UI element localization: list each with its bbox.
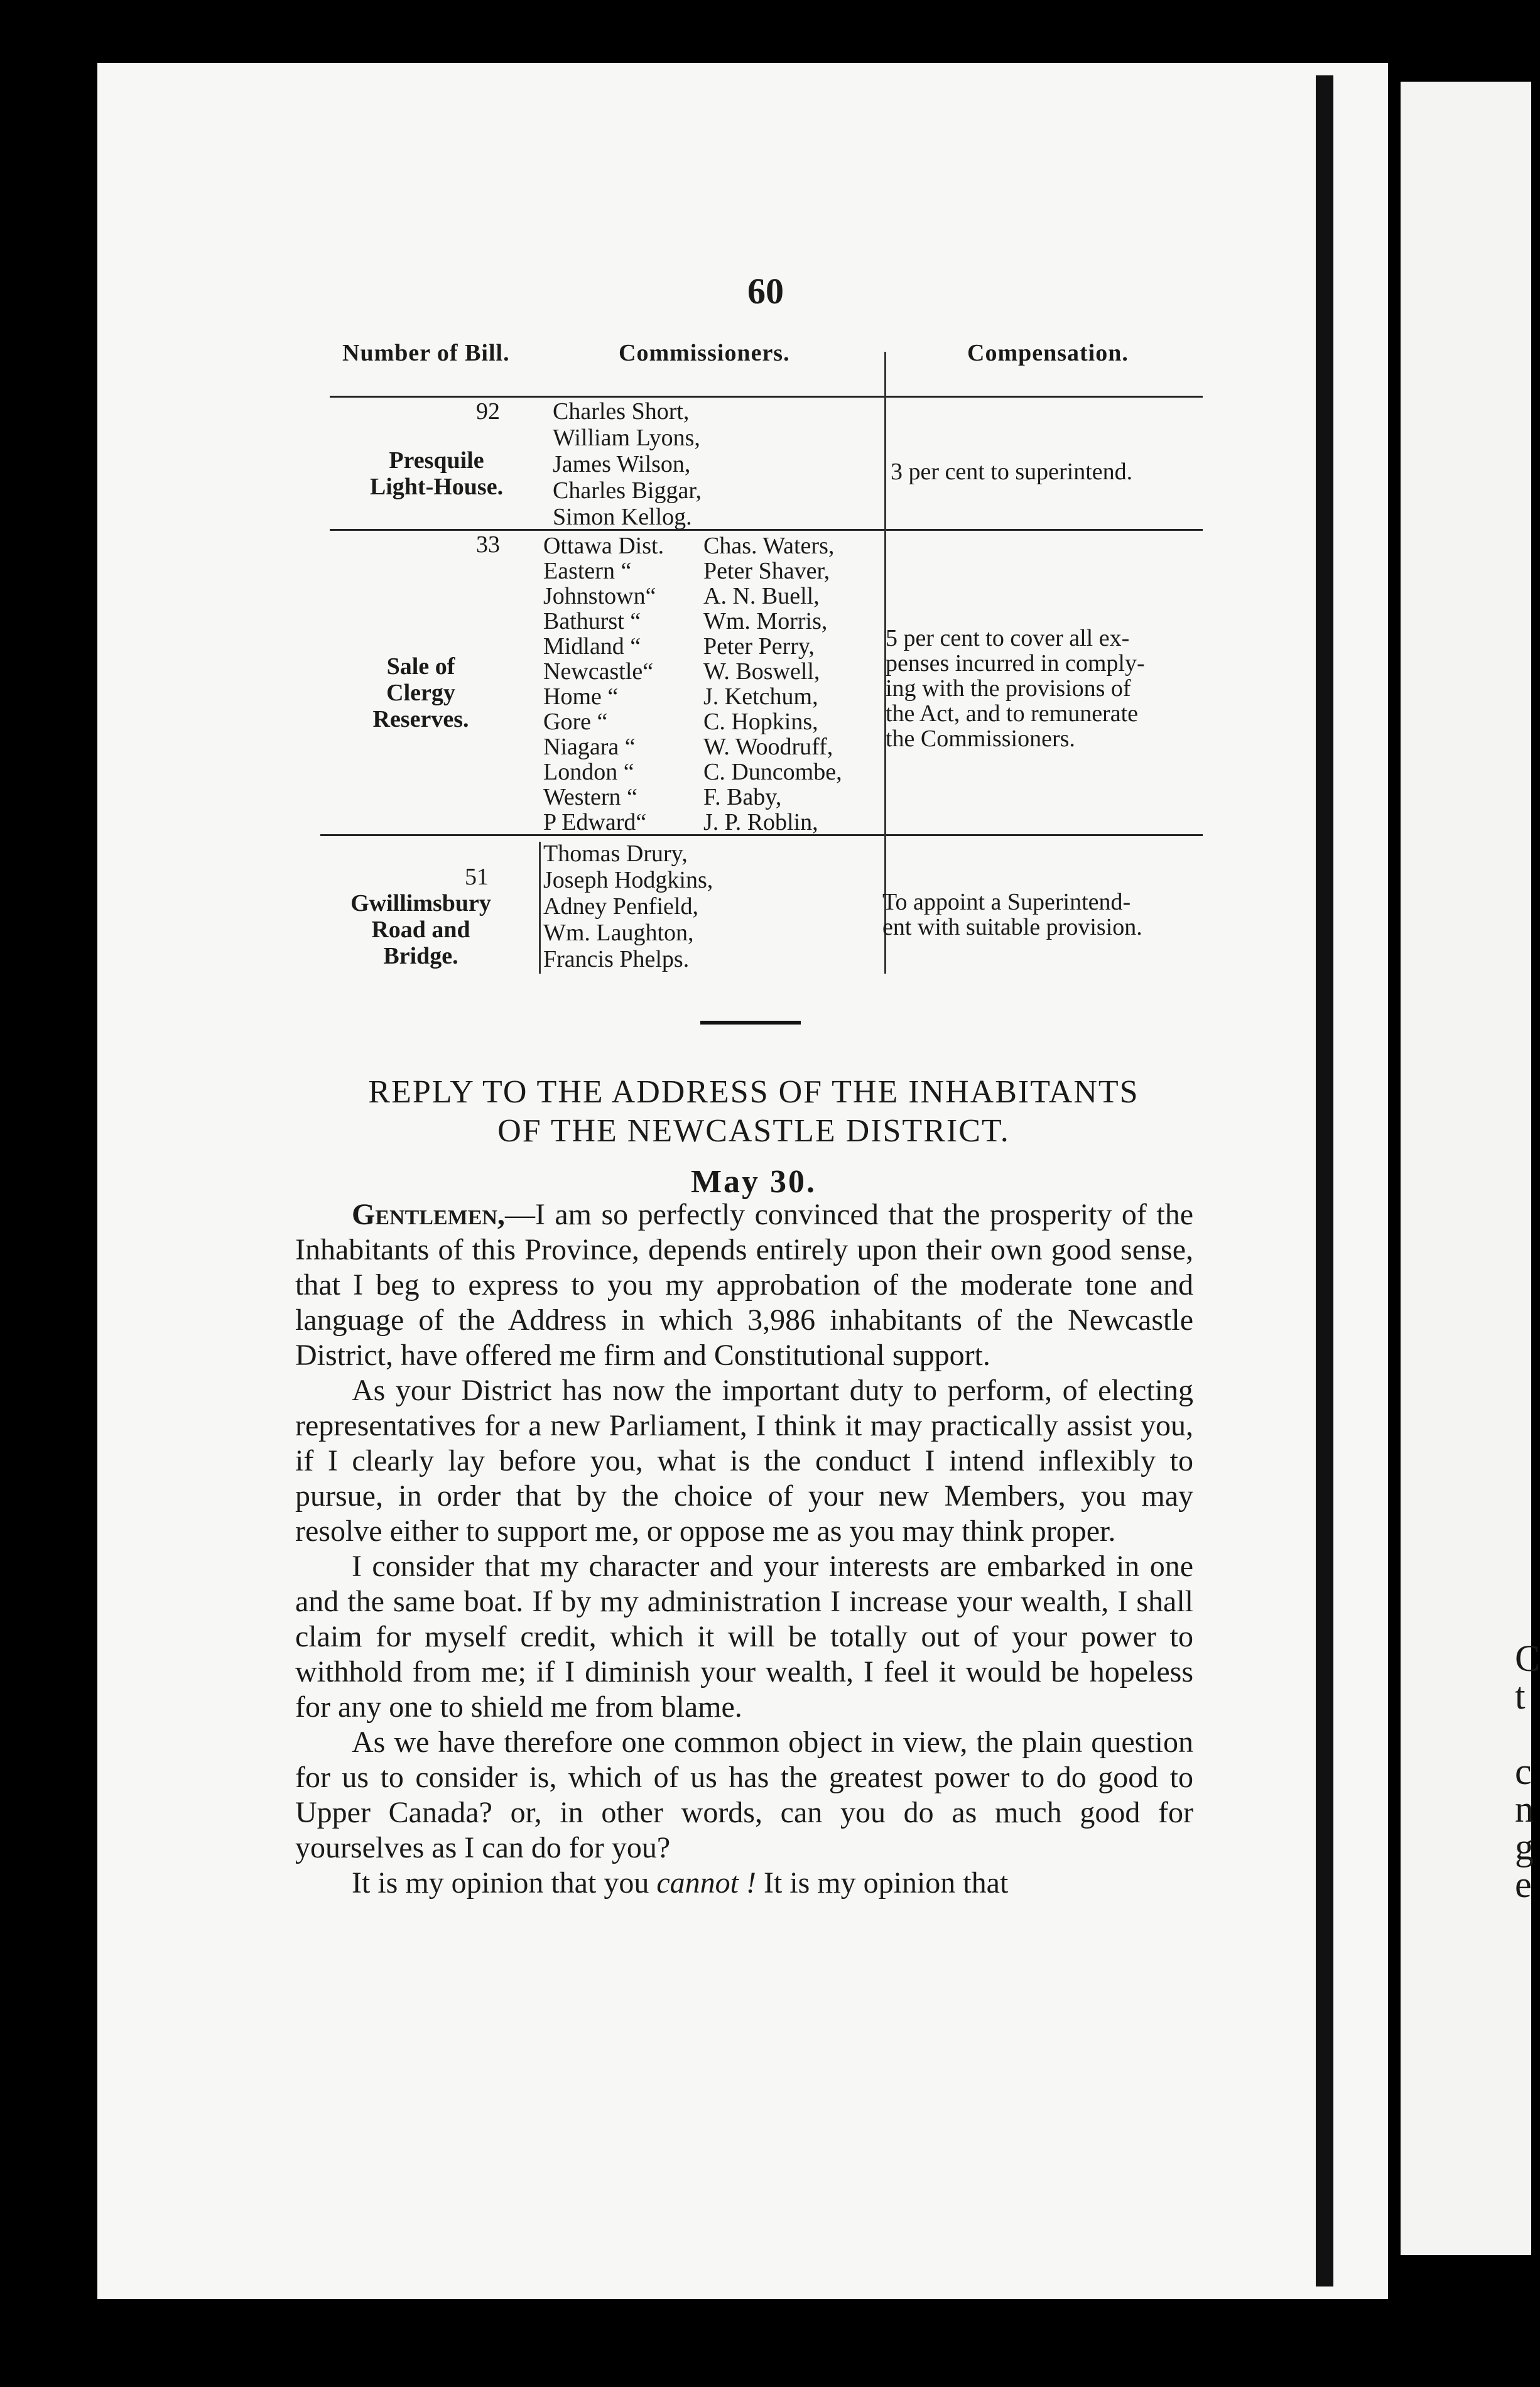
article-title-line2: OF THE NEWCASTLE DISTRICT. <box>497 1113 1010 1149</box>
paragraph: I consider that my character and your interests are embarked in one and the same boat. If by my administration I increase your wealth, I shall claim for myself credit, which it will be totally out of your power to withhold from me; if I diminish your wealth, I feel it would be hopeless for any one to shield me from blame. <box>295 1550 1193 1724</box>
commissioner: W. Boswell, <box>703 658 820 685</box>
commissioner: Wm. Morris, <box>703 608 828 634</box>
commissioner: Adney Penfield, <box>543 893 698 920</box>
commissioner: Thomas Drury, <box>543 840 688 867</box>
commissioner: Wm. Laughton, <box>543 920 694 946</box>
table-rule <box>330 529 1203 531</box>
bill-name-line: Bridge. <box>383 943 458 969</box>
district: P Edward“ <box>543 809 647 835</box>
commissioner: Charles Biggar, <box>553 477 702 504</box>
commissioner: A. N. Buell, <box>703 583 820 609</box>
commissioner: J. Ketchum, <box>703 683 818 710</box>
commissioner: C. Hopkins, <box>703 709 818 735</box>
district: Home “ <box>543 683 619 710</box>
paragraph: As your District has now the important duty to perform, of electing representatives for a new Parliament, I think it may practically assist you, if I clearly lay before you, what is the conduct I intend inflexibly to pursue, in order that by the choice of your new Members, you may resolve either to support me, or oppose me as you may think proper. <box>295 1374 1193 1548</box>
fragment-char: C <box>1515 1638 1540 1679</box>
fragment-char: n <box>1515 1788 1534 1830</box>
paragraph-text: It is my opinion that <box>756 1866 1009 1900</box>
article-date: May 30. <box>690 1164 817 1200</box>
compensation-line: 5 per cent to cover all ex- <box>886 625 1130 651</box>
paragraph: As we have therefore one common object in view, the plain question for us to consider is, which of us has the greatest power to do good to Upper Canada? or, in other words, can you do as much good for yourselves as I can do for you? <box>295 1726 1193 1864</box>
commissioner: Peter Shaver, <box>703 558 830 584</box>
commissioner: James Wilson, <box>553 451 691 477</box>
bill-name-line: Road and <box>371 916 470 943</box>
commissioner: Joseph Hodgkins, <box>543 867 713 893</box>
bill-number: 33 <box>476 531 500 558</box>
commissioner: Charles Short, <box>553 398 690 425</box>
compensation-line: the Act, and to remunerate <box>886 700 1139 727</box>
bill-name-line: Gwillimsbury <box>350 890 491 916</box>
district: Ottawa Dist. <box>543 533 664 559</box>
commissioner: Peter Perry, <box>703 633 815 660</box>
district: Bathurst “ <box>543 608 641 634</box>
fragment-char: t <box>1515 1675 1526 1717</box>
paragraph-text: It is my opinion that you <box>352 1866 657 1900</box>
district: Niagara “ <box>543 734 636 760</box>
compensation-line: 3 per cent to superintend. <box>891 459 1133 485</box>
bill-name-line: Light-House. <box>369 474 504 500</box>
compensation-line: ent with suitable provision. <box>882 914 1142 940</box>
paragraph-text: —I am so perfectly convinced that the prosperity of the Inhabitants of this Province, depends entirely upon their own good sense, that I beg to express to you my approbation of the moderate tone and language of the Address in which 3,986 inhabitants of the Newcastle District, have offered me firm and Constitutional support. <box>295 1198 1193 1372</box>
salutation: Gentlemen, <box>352 1198 505 1231</box>
paragraph <box>295 1866 1193 1901</box>
book-spine-shadow <box>1316 75 1333 2286</box>
paragraph <box>295 1197 1193 1373</box>
commissioner: W. Woodruff, <box>703 734 833 760</box>
commissioner: Chas. Waters, <box>703 533 835 559</box>
district: Newcastle“ <box>543 658 654 685</box>
fragment-char: e <box>1515 1864 1532 1905</box>
bill-name-line: Reserves. <box>372 706 469 732</box>
article-body <box>295 1197 1193 1901</box>
header-commissioners: Commissioners. <box>619 340 790 366</box>
commissioner: William Lyons, <box>553 425 700 451</box>
compensation-line: the Commissioners. <box>886 726 1075 752</box>
commissioner: F. Baby, <box>703 784 782 810</box>
page-number: 60 <box>747 271 784 312</box>
emphasis: cannot ! <box>656 1866 756 1900</box>
district: London “ <box>543 759 634 785</box>
section-divider <box>700 1021 801 1025</box>
bill-name-line: Presquile <box>389 447 484 474</box>
article-title-line1: REPLY TO THE ADDRESS OF THE INHABITANTS <box>368 1074 1139 1110</box>
compensation-line: To appoint a Superintend- <box>882 889 1131 915</box>
commissioner: Simon Kellog. <box>553 504 692 530</box>
district: Eastern “ <box>543 558 632 584</box>
district: Johnstown“ <box>543 583 656 609</box>
commissioner: Francis Phelps. <box>543 946 690 972</box>
commissioner: C. Duncombe, <box>703 759 842 785</box>
bill-name-line: Sale of <box>386 653 455 680</box>
commissioner: J. P. Roblin, <box>703 809 818 835</box>
compensation-line: ing with the provisions of <box>886 675 1131 702</box>
bill-number: 51 <box>465 864 489 890</box>
bill-name-line: Clergy <box>386 680 455 706</box>
district: Midland “ <box>543 633 641 660</box>
fragment-char: g <box>1515 1826 1534 1868</box>
adjacent-page-edge <box>1401 82 1540 2255</box>
compensation-line: penses incurred in comply- <box>886 650 1145 677</box>
header-compensation: Compensation. <box>967 340 1129 366</box>
fragment-char: c <box>1515 1751 1532 1792</box>
district: Gore “ <box>543 709 608 735</box>
table-rule <box>330 396 1203 398</box>
header-number-of-bill: Number of Bill. <box>342 340 510 366</box>
district: Western “ <box>543 784 637 810</box>
bill-number: 92 <box>476 398 500 425</box>
table-column-divider <box>539 842 541 974</box>
